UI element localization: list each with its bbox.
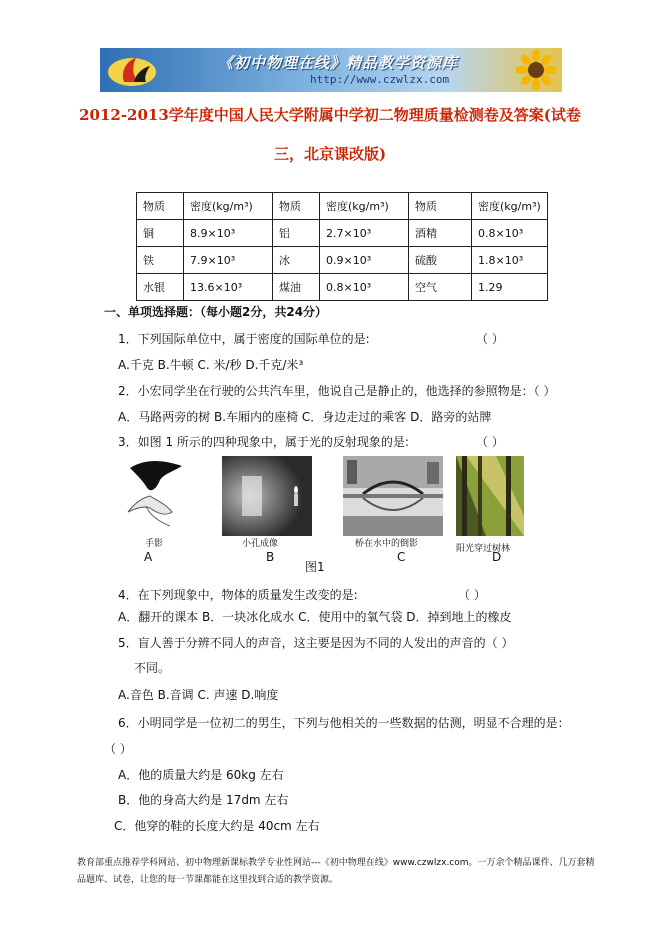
table-cell: 13.6×10³ (184, 274, 273, 301)
question-4-options: A．翻开的课本 B．一块冰化成水 C．使用中的氧气袋 D．掉到地上的橡皮 (118, 610, 512, 624)
table-cell: 0.9×10³ (320, 247, 409, 274)
answer-blank: （ ） (458, 588, 486, 602)
figure-label-d: D (492, 550, 502, 564)
table-header-cell: 密度(kg/m³) (320, 193, 409, 220)
answer-blank: （ ） (476, 435, 504, 449)
figure-label-b: B (266, 550, 275, 564)
figure-caption-b: 小孔成像 (242, 539, 279, 549)
figure-caption-c: 桥在水中的倒影 (355, 539, 419, 549)
question-2-stem: 2．小宏同学坐在行驶的公共汽车里，他说自己是静止的，他选择的参照物是：（ ） (118, 384, 556, 398)
question-6-stem: 6．小明同学是一位初二的男生，下列与他相关的一些数据的估测，明显不合理的是： (118, 716, 570, 730)
table-header-cell: 物质 (273, 193, 320, 220)
table-cell: 2.7×10³ (320, 220, 409, 247)
hand-shadow-image (120, 456, 192, 536)
table-cell: 冰 (273, 247, 320, 274)
banner-title: 《初中物理在线》精品教学资源库 (218, 54, 459, 72)
figure-number: 图1 (305, 560, 325, 574)
question-1-options: A.千克 B.牛顿 C. 米/秒 D.千克/米³ (118, 358, 304, 372)
table-cell: 0.8×10³ (472, 220, 548, 247)
table-cell: 8.9×10³ (184, 220, 273, 247)
table-cell: 水银 (137, 274, 184, 301)
question-6-option-b: B．他的身高大约是 17dm 左右 (118, 793, 289, 807)
logo-icon (106, 52, 158, 88)
table-cell: 铜 (137, 220, 184, 247)
table-row (137, 220, 548, 247)
question-2-options: A．马路两旁的树 B.车厢内的座椅 C．身边走过的乘客 D．路旁的站牌 (118, 410, 492, 424)
banner-url[interactable]: http://www.czwlzx.com (310, 73, 450, 86)
density-table (136, 192, 548, 301)
table-cell: 酒精 (409, 220, 472, 247)
page-title-line1: 2012-2013学年度中国人民大学附属中学初二物理质量检测卷及答案(试卷 (79, 106, 581, 124)
table-cell: 铁 (137, 247, 184, 274)
table-row (137, 274, 548, 301)
table-row (137, 247, 548, 274)
question-6-option-a: A．他的质量大约是 60kg 左右 (118, 768, 284, 782)
sunflower-icon (516, 50, 556, 90)
table-cell: 1.29 (472, 274, 548, 301)
table-header-cell: 密度(kg/m³) (472, 193, 548, 220)
table-cell: 1.8×10³ (472, 247, 548, 274)
question-5-options: A.音色 B.音调 C. 声速 D.响度 (118, 688, 279, 702)
answer-blank: （ ） (476, 332, 504, 346)
pinhole-image (222, 456, 312, 536)
figure-caption-a: 手影 (145, 539, 164, 549)
table-header-cell: 物质 (137, 193, 184, 220)
table-header-cell: 密度(kg/m³) (184, 193, 273, 220)
bridge-reflection-image (343, 456, 443, 536)
table-cell: 空气 (409, 274, 472, 301)
question-5-stem: 5．盲人善于分辨不同人的声音，这主要是因为不同的人发出的声音的（ ） (118, 636, 514, 650)
page-title-line2: 三，北京课改版) (273, 145, 387, 163)
page-footer: 教育部重点推荐学科网站、初中物理新课标教学专业性网站---《初中物理在线》www.czwlzx.com。一万余个精品课件、几万套精品题库、试卷，让您的每一节课都能在这里找到合适的教学资源。 (77, 858, 595, 885)
table-cell: 7.9×10³ (184, 247, 273, 274)
figure-caption-d: 阳光穿过树林 (456, 544, 511, 554)
question-3-stem: 3．如图 1 所示的四种现象中，属于光的反射现象的是: (118, 435, 409, 449)
header-banner (100, 48, 562, 92)
table-cell: 煤油 (273, 274, 320, 301)
sunlight-forest-image (456, 456, 524, 536)
figure-label-a: A (144, 550, 153, 564)
question-4-stem: 4．在下列现象中，物体的质量发生改变的是: (118, 588, 358, 602)
question-5-continuation: 不同。 (134, 661, 171, 675)
question-6-option-c: C．他穿的鞋的长度大约是 40cm 左右 (114, 819, 320, 833)
table-cell: 硫酸 (409, 247, 472, 274)
table-cell: 铝 (273, 220, 320, 247)
table-cell: 0.8×10³ (320, 274, 409, 301)
table-header-row (137, 193, 548, 220)
question-1-stem: 1．下列国际单位中，属于密度的国际单位的是: (118, 332, 370, 346)
figure-label-c: C (397, 550, 406, 564)
section-heading: 一、单项选择题：（每小题2分，共24分） (104, 305, 328, 319)
answer-blank: （ ） (104, 742, 132, 756)
table-header-cell: 物质 (409, 193, 472, 220)
